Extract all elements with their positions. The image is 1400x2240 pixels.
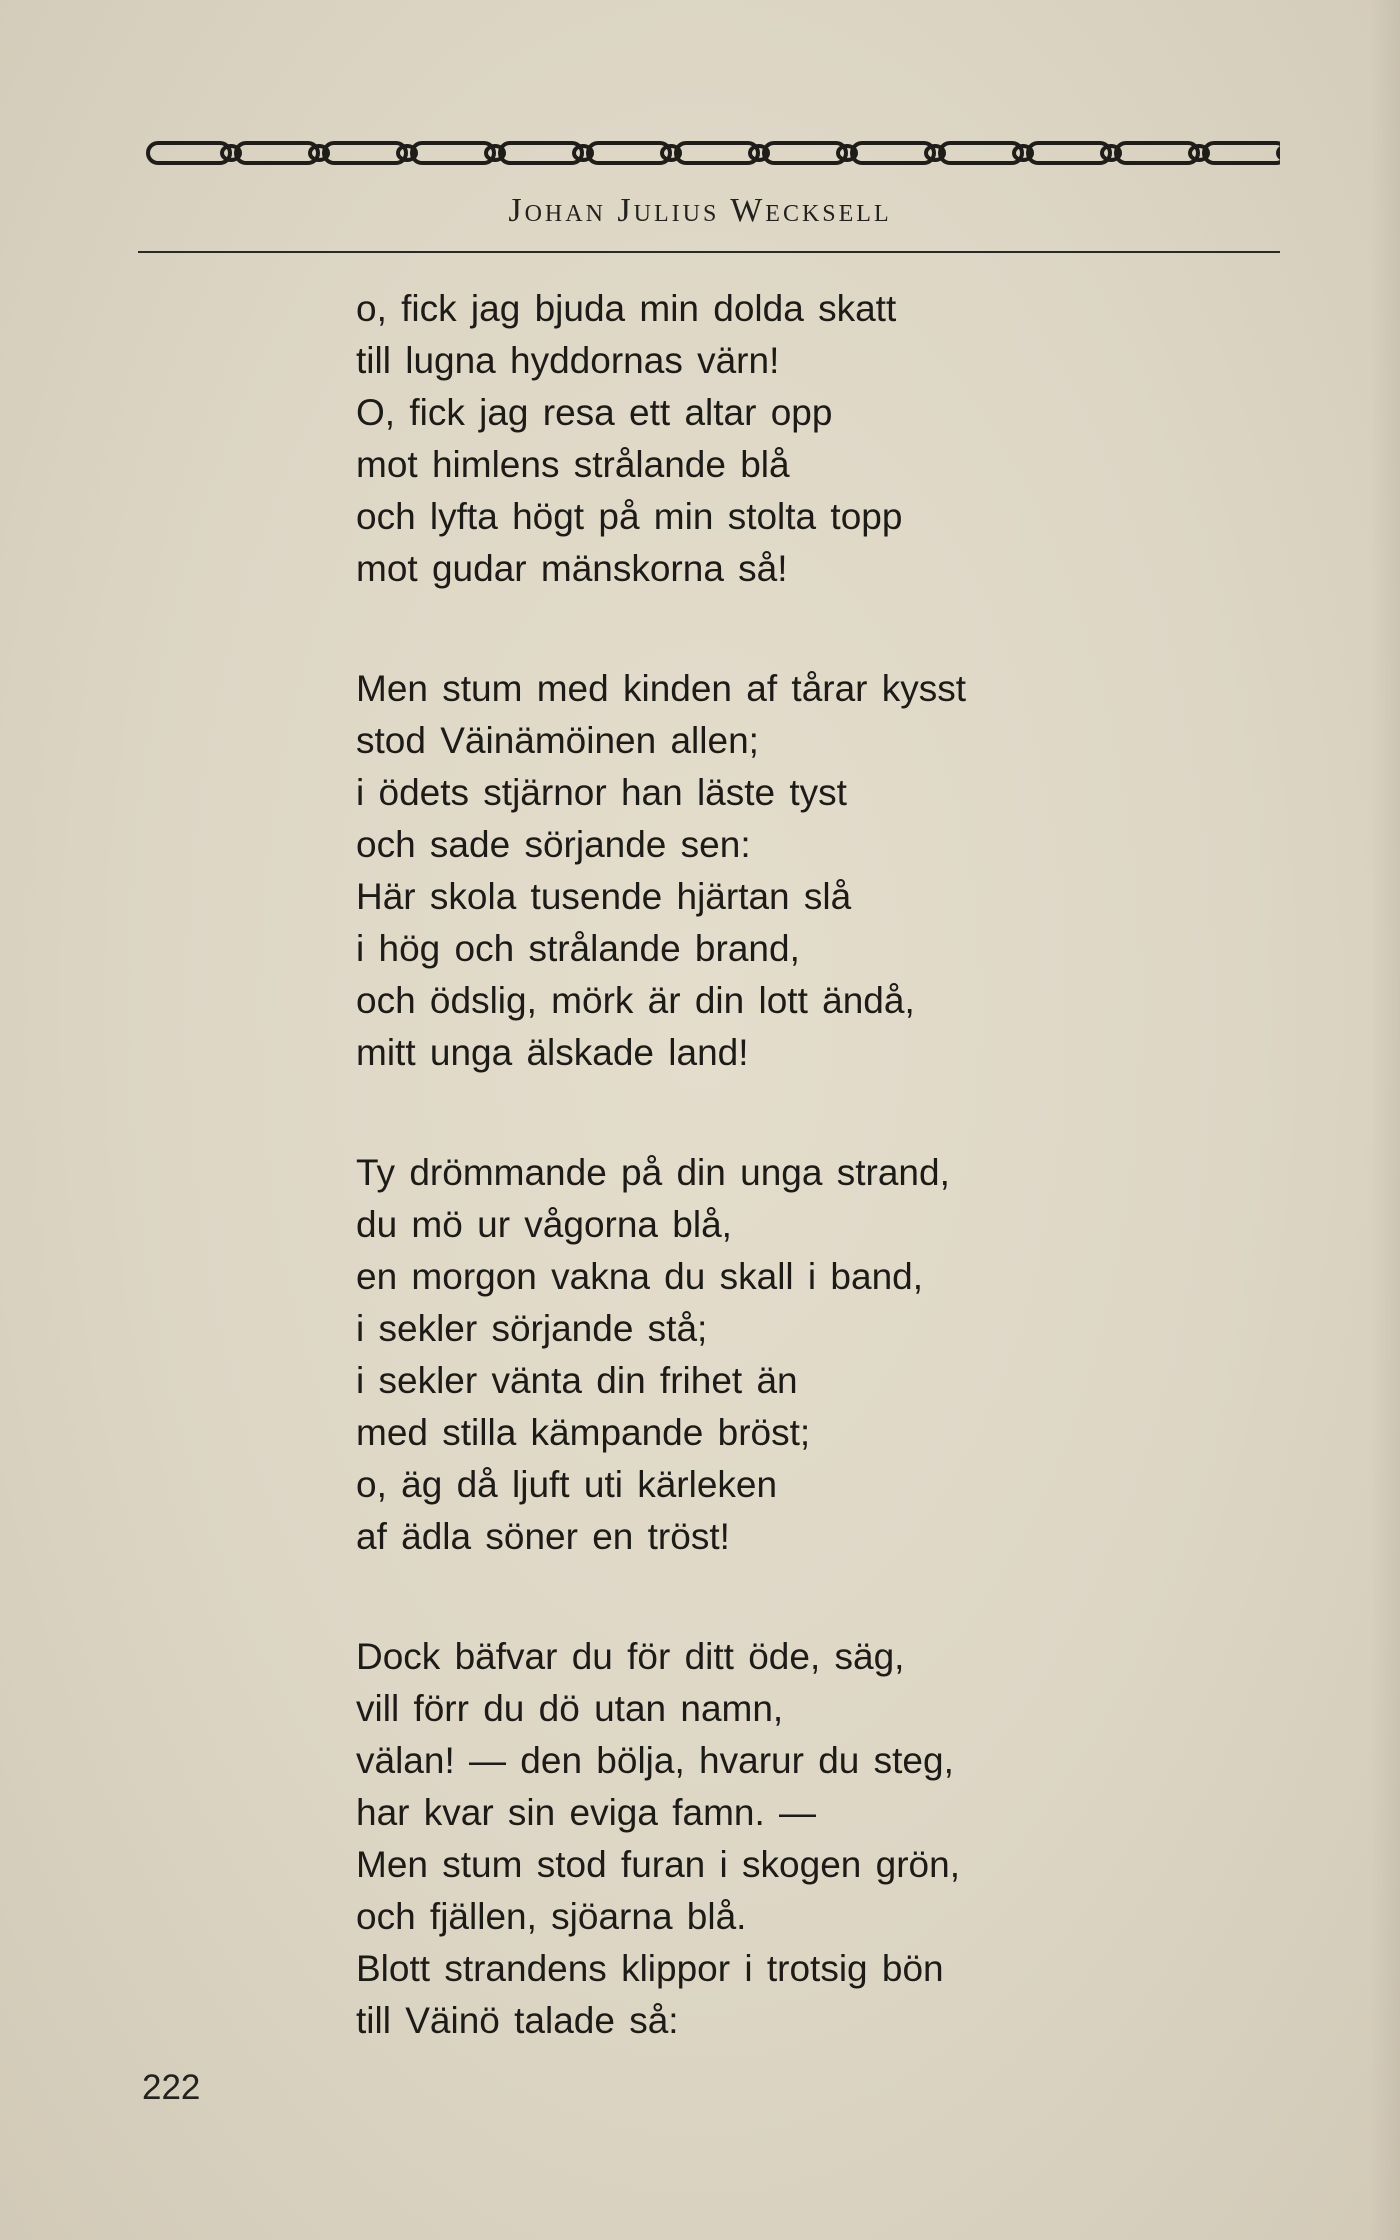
page-number: 222 — [142, 2068, 201, 2107]
verse-line: i ödets stjärnor han läste tyst — [356, 772, 847, 813]
chain-link — [1204, 143, 1280, 163]
page-edge-shadow — [1370, 0, 1400, 2240]
stanza — [356, 1631, 1256, 2047]
chain-link — [676, 143, 758, 163]
chain-link — [1028, 143, 1110, 163]
verse-line: i sekler vänta din frihet än — [356, 1360, 798, 1401]
verse-line: och lyfta högt på min stolta topp — [356, 496, 903, 537]
chain-link — [412, 143, 494, 163]
verse-line: Men stum stod furan i skogen grön, — [356, 1844, 960, 1885]
verse-line: och sade sörjande sen: — [356, 824, 751, 865]
verse-line: en morgon vakna du skall i band, — [356, 1256, 924, 1297]
chain-link — [500, 143, 582, 163]
chain-ornament — [140, 138, 1280, 168]
stanza — [356, 663, 1256, 1079]
verse-line: Ty drömmande på din unga strand, — [356, 1152, 950, 1193]
verse-line: Här skola tusende hjärtan slå — [356, 876, 852, 917]
chain-link — [148, 143, 230, 163]
verse-line: och ödslig, mörk är din lott ändå, — [356, 980, 915, 1021]
chain-link — [324, 143, 406, 163]
verse-line: välan! — den bölja, hvarur du steg, — [356, 1740, 954, 1781]
chain-link — [940, 143, 1022, 163]
verse-line: O, fick jag resa ett altar opp — [356, 392, 833, 433]
verse-line: i hög och strålande brand, — [356, 928, 800, 969]
verse-line: och fjällen, sjöarna blå. — [356, 1896, 747, 1937]
verse-line: mitt unga älskade land! — [356, 1032, 749, 1073]
verse-line: Dock bäfvar du för ditt öde, säg, — [356, 1636, 905, 1677]
verse-line: stod Väinämöinen allen; — [356, 720, 759, 761]
header-rule — [138, 251, 1280, 253]
chain-link — [236, 143, 318, 163]
chain-link — [588, 143, 670, 163]
verse-line: af ädla söner en tröst! — [356, 1516, 730, 1557]
verse-line: i sekler sörjande stå; — [356, 1308, 708, 1349]
chain-link — [852, 143, 934, 163]
running-head-author: Johan Julius Wecksell — [508, 192, 892, 229]
verse-line: Blott strandens klippor i trotsig bön — [356, 1948, 944, 1989]
chain-link — [1116, 143, 1198, 163]
verse-line: till Väinö talade så: — [356, 2000, 679, 2041]
verse-line: o, fick jag bjuda min dolda skatt — [356, 288, 897, 329]
chain-ring — [1278, 146, 1280, 160]
verse-line: mot himlens strålande blå — [356, 444, 790, 485]
verse-line: har kvar sin eviga famn. — — [356, 1792, 817, 1833]
verse-line: till lugna hyddornas värn! — [356, 340, 780, 381]
verse-line: mot gudar mänskorna så! — [356, 548, 788, 589]
verse-line: du mö ur vågorna blå, — [356, 1204, 732, 1245]
verse-line: vill förr du dö utan namn, — [356, 1688, 784, 1729]
verse-line: med stilla kämpande bröst; — [356, 1412, 811, 1453]
verse-line: Men stum med kinden af tårar kysst — [356, 668, 967, 709]
verse-line: o, äg då ljuft uti kärleken — [356, 1464, 778, 1505]
stanza — [356, 1147, 1256, 1563]
stanza — [356, 283, 1256, 595]
chain-link — [764, 143, 846, 163]
poem-text — [356, 283, 1256, 2115]
